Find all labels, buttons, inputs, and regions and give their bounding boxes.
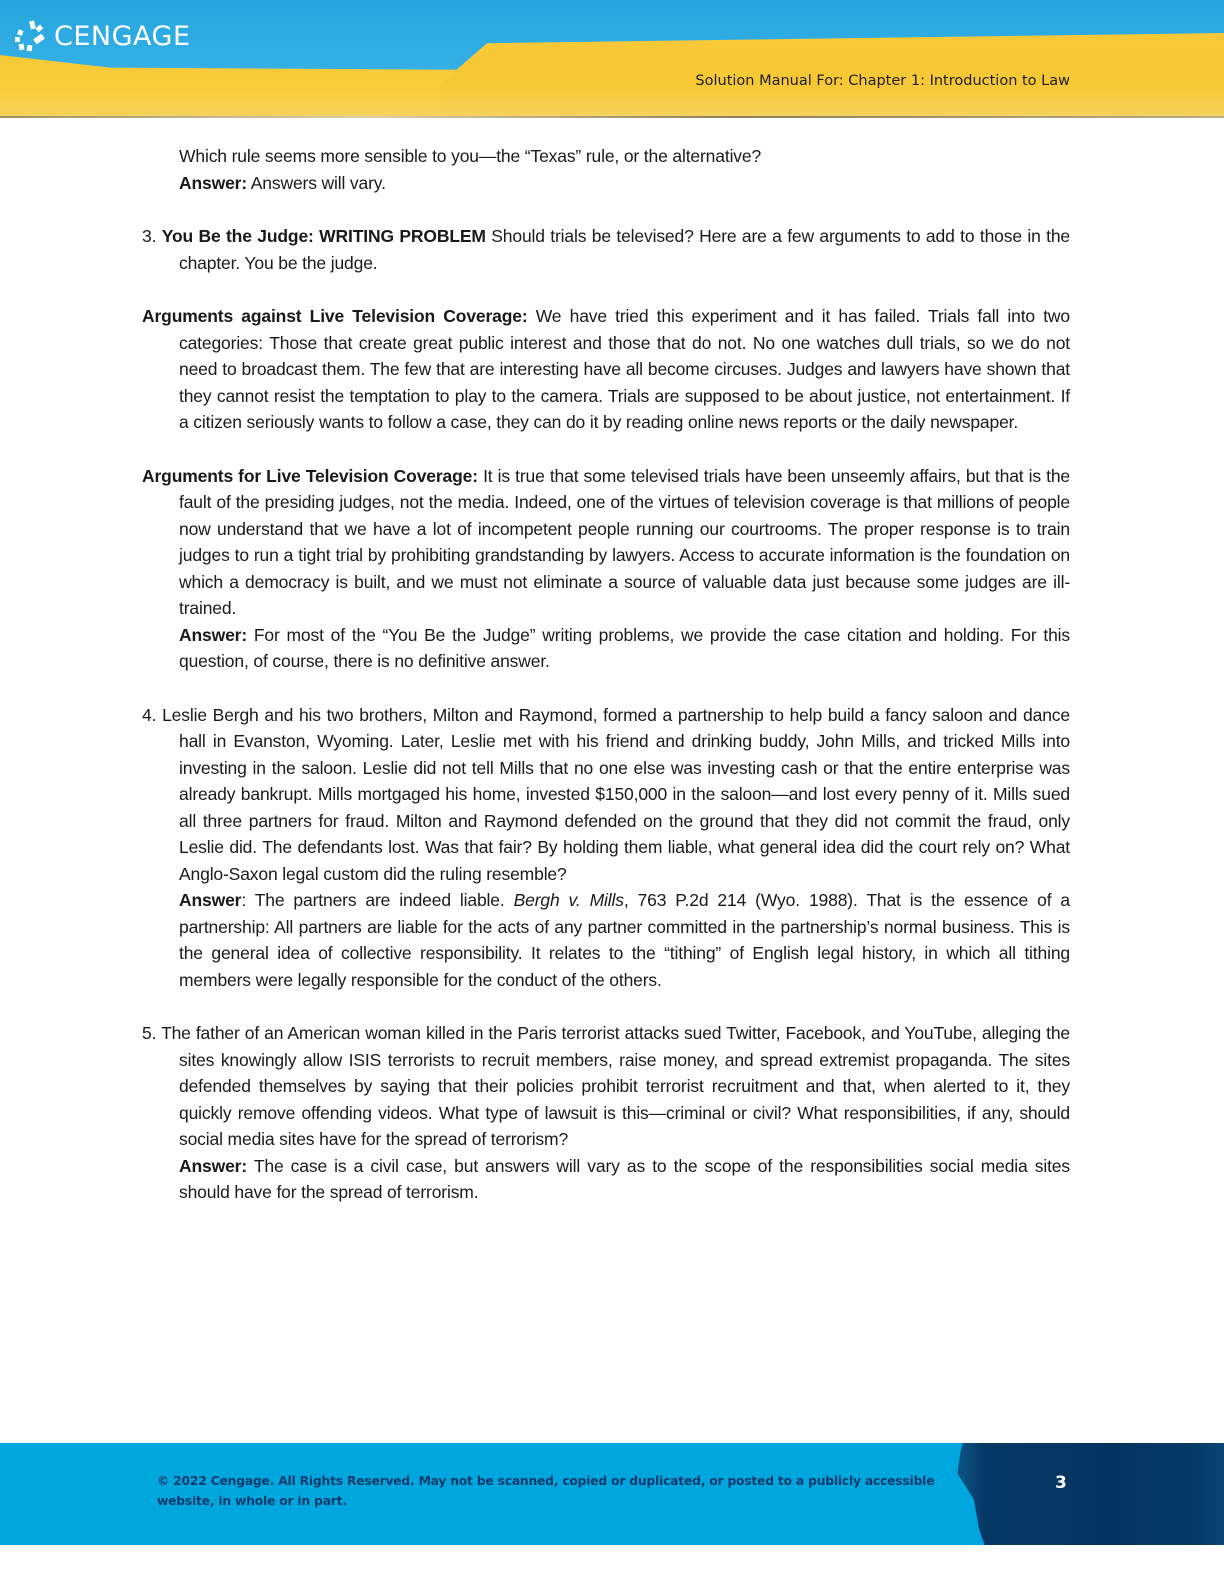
question-title: You Be the Judge: WRITING PROBLEM (161, 226, 486, 246)
arguments-for-text: It is true that some televised trials have been unseemly affairs, but that is the fault of the presiding judges, not the media. Indeed, one of the virtues of television coverage is that millions of people now understand that we have a lot of incompetent people running our courtrooms. The proper response is to train judges to run a tight trial by prohibiting grandstanding by lawyers. Access to accurate information is the foundation on which a democracy is built, and we must not eliminate a source of valuable data just because some judges are ill-trained. (179, 465, 1071, 618)
q5-answer (142, 1153, 1070, 1206)
q3-answer (142, 622, 1070, 675)
copyright-notice: © 2022 Cengage. All Rights Reserved. May not be scanned, copied or duplicated, or posted to a publicly accessible website, in whole or in part. (157, 1474, 935, 1508)
q2-tail (142, 143, 1070, 196)
case-name: Bergh v. Mills (513, 890, 624, 910)
arguments-against-text: We have tried this experiment and it has failed. Trials fall into two categories: Those that create great public interest and those that do not. No one watches dull trials, so we do not need to broadcast them. The few that are interesting have all become circuses. Judges and lawyers have shown that they cannot resist the temptation to play to the camera. Trials are supposed to be about justice, not entertainment. If a citizen seriously wants to follow a case, they can do it by reading online news reports or the daily newspaper. (179, 306, 1070, 432)
q4-answer (142, 887, 1070, 993)
spacer (142, 196, 1070, 223)
question-number: 3. (142, 226, 162, 246)
answer-label: Answer (179, 890, 242, 910)
header-divider (0, 116, 1224, 118)
question-3 (142, 223, 1070, 276)
footer-dark-brush (952, 1443, 1224, 1545)
question-4 (142, 702, 1070, 888)
answer-text: The case is a civil case, but answers will vary as to the scope of the responsibilities social media sites should have for the spread of terrorism. (179, 1155, 1070, 1202)
arguments-against-label: Arguments against Live Television Coverage: (142, 306, 528, 326)
question-text: The father of an American woman killed in the Paris terrorist attacks sued Twitter, Facebook, and YouTube, alleging the sites knowingly allow ISIS terrorists to recruit members, raise money, and spread extremist propaganda. The sites defended themselves by saying that their policies prohibit terrorist recruitment and that, when alerted to it, they quickly remove offending videos. What type of lawsuit is this—criminal or civil? What responsibilities, if any, should social media sites have for the spread of terrorism? (161, 1023, 1070, 1149)
page-footer (0, 1443, 1224, 1545)
question-5 (142, 1020, 1070, 1153)
answer-text-post: , 763 P.2d 214 (Wyo. 1988). That is the essence of a partnership: All partners are liable for the acts of any partner committed in the partnership’s normal business. This is the general idea of collective responsibility. It relates to the “tithing” of English legal history, in which all tithing members were legally responsible for the conduct of the others. (179, 890, 1070, 990)
question-text: Should trials be televised? Here are a few arguments to add to those in the chapter. You be the judge. (179, 226, 1070, 273)
answer-label: Answer: (179, 624, 247, 645)
cengage-burst-icon (14, 19, 48, 53)
spacer (142, 993, 1070, 1020)
answer-label: Answer: (179, 172, 247, 193)
spacer (142, 436, 1070, 463)
spacer (142, 276, 1070, 303)
running-head: Solution Manual For: Chapter 1: Introduction to Law (695, 73, 1070, 89)
document-body (142, 143, 1070, 1206)
cengage-logo (14, 18, 191, 54)
q2-question: Which rule seems more sensible to you—the “Texas” rule, or the alternative? (179, 146, 762, 166)
answer-label: Answer: (179, 1155, 247, 1176)
logo-wordmark: CENGAGE (54, 20, 191, 52)
page-header (0, 0, 1224, 118)
question-number: 4. (142, 704, 163, 725)
arguments-for-label: Arguments for Live Television Coverage: (142, 465, 478, 486)
answer-text-pre: : The partners are indeed liable. (241, 890, 514, 910)
question-number: 5. (142, 1023, 162, 1043)
answer-text: For most of the “You Be the Judge” writing problems, we provide the case citation and holding. For this question, of course, there is no definitive answer. (179, 624, 1070, 671)
spacer (142, 675, 1070, 702)
arguments-for (142, 463, 1070, 622)
arguments-against (142, 303, 1070, 436)
answer-text: Answers will vary. (247, 172, 386, 193)
question-text: Leslie Bergh and his two brothers, Milton and Raymond, formed a partnership to help build a fancy saloon and dance hall in Evanston, Wyoming. Later, Leslie met with his friend and drinking buddy, John Mills, and tricked Mills into investing in the saloon. Leslie did not tell Mills that no one else was investing cash or that the entire enterprise was already bankrupt. Mills mortgaged his home, invested $150,000 in the saloon—and lost every penny of it. Mills sued all three partners for fraud. Milton and Raymond defended on the ground that they did not commit the fraud, only Leslie did. The defendants lost. Was that fair? By holding them liable, what general idea did the court rely on? What Anglo-Saxon legal custom did the ruling resemble? (162, 704, 1070, 884)
page-number: 3 (1055, 1473, 1067, 1493)
